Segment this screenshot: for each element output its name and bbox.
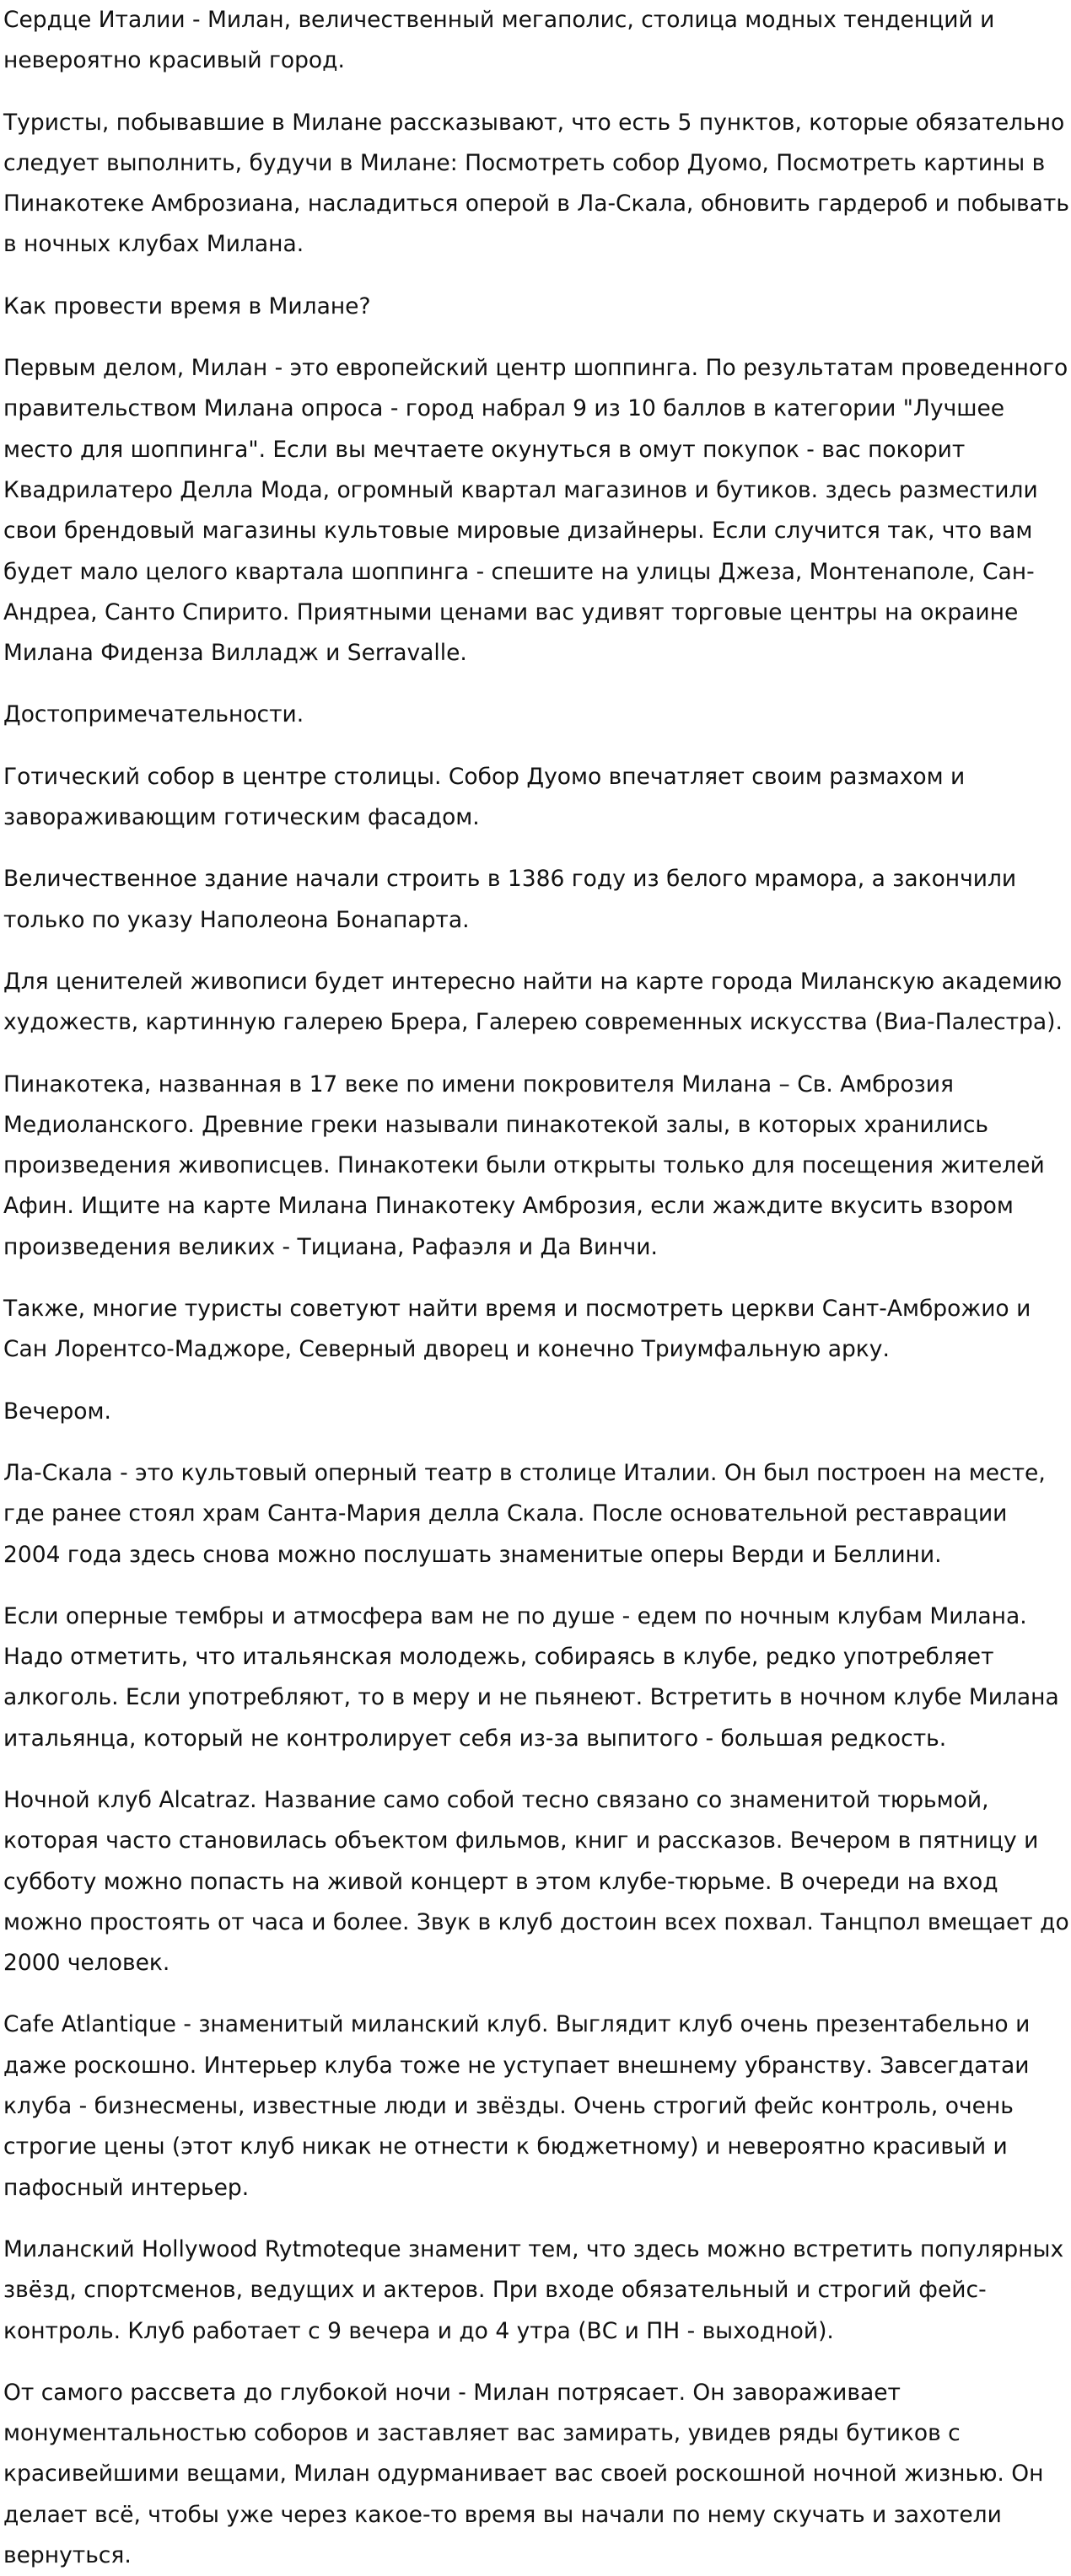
section-heading-evening: Вечером. xyxy=(3,1398,111,1425)
paragraph-art-lovers: Для ценителей живописи будет интересно найти на карте города Миланскую академию художеств, картинную галерею Брера, Галерею современных искусства (Виа-Палестра). xyxy=(3,968,1063,1036)
section-heading-sights: Достопримечательности. xyxy=(3,701,304,728)
paragraph-alcatraz: Ночной клуб Alcatraz. Название само собой тесно связано со знаменитой тюрьмой, которая часто становилась объектом фильмов, книг и рассказов. Вечером в пятницу и субботу можно попасть на живой концерт в этом клубе-тюрьме. В очереди на вход можно простоять от часа и более. Звук в клуб достоин всех похвал. Танцпол вмещает до 2000 человек. xyxy=(3,1786,1069,1977)
paragraph-night-clubs: Если оперные тембры и атмосфера вам не по душе - едем по ночным клубам Милана. Надо отметить, что итальянская молодежь, собираясь в клубе, редко употребляет алкоголь. Если употребляют, то в меру и не пьянеют. Встретить в ночном клубе Милана итальянца, который не контролирует себя из-за выпитого - большая редкость. xyxy=(3,1602,1059,1752)
paragraph-churches: Также, многие туристы советуют найти время и посмотреть церкви Сант-Амброжио и Сан Лорентсо-Маджоре, Северный дворец и конечно Триумфальную арку. xyxy=(3,1296,1031,1363)
paragraph-hollywood-rytmoteque: Миланский Hollywood Rytmoteque знаменит тем, что здесь можно встретить популярных звёзд, спортсменов, ведущих и актеров. При входе обязательный и строгий фейс-контроль. Клуб работает с 9 вечера и до 4 утра (ВС и ПН - выходной). xyxy=(3,2235,1064,2344)
paragraph-cafe-atlantique: Cafe Atlantique - знаменитый миланский клуб. Выглядит клуб очень презентабельно и даже роскошно. Интерьер клуба тоже не уступает внешнему убранству. Завсегдатаи клуба - бизнесмены, известные люди и звёзды. Очень строгий фейс контроль, очень строгие цены (этот клуб никак не отнести к бюджетному) и невероятно красивый и пафосный интерьер. xyxy=(3,2011,1031,2201)
paragraph-shopping: Первым делом, Милан - это европейский центр шоппинга. По результатам проведенного правительством Милана опроса - город набрал 9 из 10 баллов в категории "Лучшее место для шоппинга". Если вы мечтаете окунуться в омут покупок - вас покорит Квадрилатеро Делла Мода, огромный квартал магазинов и бутиков. здесь разместили свои брендовый магазины культовые мировые дизайнеры. Если случится так, что вам будет мало целого квартала шоппинга - спешите на улицы Джеза, Монтенаполе, Сан-Андреа, Санто Спирито. Приятными ценами вас удивят торговые центры на окраине Милана Фиденза Вилладж и Serravalle. xyxy=(3,355,1068,667)
paragraph-duomo: Готический собор в центре столицы. Собор Дуомо впечатляет своим размахом и завораживающим готическим фасадом. xyxy=(3,763,966,831)
section-heading-how-to-spend-time: Как провести время в Милане? xyxy=(3,292,371,319)
paragraph-duomo-history: Величественное здание начали строить в 1386 году из белого мрамора, а закончили только по указу Наполеона Бонапарта. xyxy=(3,866,1017,933)
paragraph-intro: Сердце Италии - Милан, величественный мегаполис, столица модных тенденций и невероятно красивый город. xyxy=(3,7,995,74)
paragraph-conclusion: От самого рассвета до глубокой ночи - Милан потрясает. Он завораживает монументальностью соборов и заставляет вас замирать, увидев ряды бутиков с красивейшими вещами, Милан одурманивает вас своей роскошной ночной жизнью. Он делает всё, чтобы уже через какое-то время вы начали по нему скучать и захотели вернуться. xyxy=(3,2379,1044,2569)
paragraph-la-scala: Ла-Скала - это культовый оперный театр в столице Италии. Он был построен на месте, где ранее стоял храм Санта-Мария делла Скала. После основательной реставрации 2004 года здесь снова можно послушать знаменитые оперы Верди и Беллини. xyxy=(3,1459,1046,1568)
paragraph-five-points: Туристы, побывавшие в Милане рассказывают, что есть 5 пунктов, которые обязательно следует выполнить, будучи в Милане: Посмотреть собор Дуомо, Посмотреть картины в Пинакотеке Амброзиана, насладиться оперой в Ла-Скала, обновить гардероб и побывать в ночных клубах Милана. xyxy=(3,109,1069,258)
paragraph-pinacoteca: Пинакотека, названная в 17 веке по имени покровителя Милана – Св. Амброзия Медиоланского. Древние греки называли пинакотекой залы, в которых хранились произведения живописцев. Пинакотеки были открыты только для посещения жителей Афин. Ищите на карте Милана Пинакотеку Амброзия, если жаждите вкусить взором произведения великих - Тициана, Рафаэля и Да Винчи. xyxy=(3,1071,1045,1260)
